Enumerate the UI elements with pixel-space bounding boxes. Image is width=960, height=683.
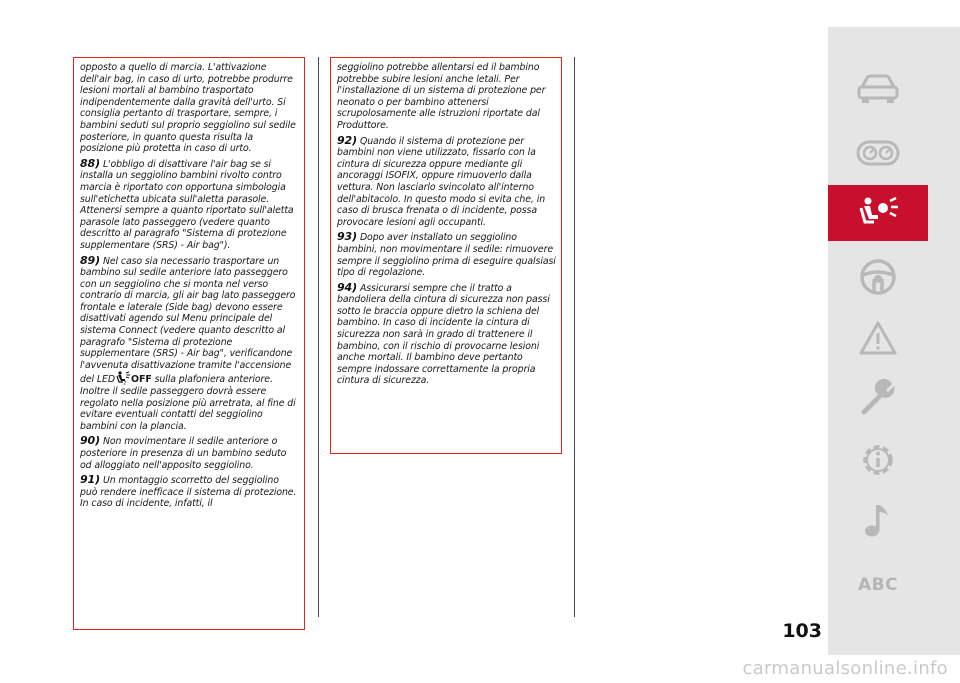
watermark: carmanualsonline.info [742,658,948,679]
chapter-sidebar [828,27,960,655]
sidebar-item-maintenance[interactable] [828,370,928,426]
svg-text:2: 2 [123,382,127,386]
warning-93 [337,231,556,278]
sidebar-item-emergency[interactable] [828,310,928,366]
car-icon [856,73,900,105]
warning-text: sulla plafoniera anteriore. Inoltre il sedile passeggero dovrà essere regolato nella posizione più arretrata, al fine di evitare eventuali contatti del seggiolino bambini con la plancia. [80,374,296,432]
warning-text-continued: opposto a quello di marcia. L'attivazione dell'air bag, in caso di urto, potrebbe produrre lesioni mortali al bambino trasportato indipendentemente dalla gravità dell'urto. Si consiglia pertanto di trasportare, sempre, i bambini seduti sul proprio seggiolino sul sedile posteriore, in quanto questa risulta la posizione più protetta in caso di urto. [80,62,296,155]
sidebar-item-technical-data[interactable] [828,432,928,488]
warning-text: Assicurarsi sempre che il tratto a bandoliera della cintura di sicurezza non passi sotto le braccia oppure dietro la schiena del bambino. In caso di incidente la cintura di sicurezza non sarà in grado di trattenere il bambino, con il rischio di provocarne lesioni anche mortali. Il bambino deve pertanto sempre indossare correttamente la propria cintura di sicurezza. [337,282,550,387]
warning-number: 94) [337,280,358,294]
warning-94 [337,282,556,387]
abc-index-icon: ABC [857,575,899,595]
warning-number: 92) [337,133,358,147]
technical-info-gear-icon [858,440,898,480]
sidebar-item-instruments[interactable] [828,125,928,181]
warning-box-right [330,57,562,454]
music-note-icon [860,500,896,540]
warning-text: Non movimentare il sedile anteriore o posteriore in presenza di un bambino seduto od alloggiato nell'apposito seggiolino. [80,436,287,471]
sidebar-item-multimedia[interactable] [828,492,928,548]
sidebar-item-vehicle[interactable] [828,61,928,117]
warning-number: 91) [80,473,101,487]
warning-text: Nel caso sia necessario trasportare un bambino sul sedile anteriore lato passeggero con un seggiolino che si monta nel verso contrario di marcia, gli air bag lato passeggero frontale e laterale (Side bag) devono essere disattivati agendo sul Menu principale del sistema Connect (vedere quanto descritto al paragrafo "Sistema di protezione supplementare (SRS) - Air bag", verificandone l'avvenuta disattivazione tramite l'accensione del LED [80,255,296,386]
airbag-safety-icon [856,195,900,231]
sidebar-item-safety[interactable] [828,185,928,241]
warning-text: Quando il sistema di protezione per bambini non viene utilizzato, fissarlo con la cintura di sicurezza oppure mediante gli ancoraggi ISOFIX, oppure rimuoverlo dalla vettura. Non lasciarlo svincolato all'interno dell'abitacolo. In questo modo si evita che, in caso di brusca frenata o di incidente, possa provocare lesioni agli occupanti. [337,135,546,228]
wrench-icon [858,378,898,418]
column-divider [318,57,319,617]
warning-number: 93) [337,230,358,244]
warning-89 [80,255,299,433]
warning-92 [337,135,556,229]
warning-text-continued: seggiolino potrebbe allentarsi ed il bambino potrebbe subire lesioni anche letali. Per l'installazione di un sistema di protezione per neonato o per bambino attenersi scrupolosamente alle istruzioni riportate dal Produttore. [337,62,546,131]
sidebar-item-index[interactable] [828,557,928,613]
warning-number: 90) [80,434,101,448]
warning-number: 89) [80,253,101,267]
warning-box-left [73,57,305,630]
page-number: 103 [782,620,822,642]
steering-wheel-icon [858,257,898,297]
passenger-airbag-led-icon [115,371,131,385]
warning-88 [80,158,299,252]
warning-90 [80,435,299,471]
dashboard-gauges-icon [856,139,900,167]
warning-text: L'obbligo di disattivare l'air bag se si installa un seggiolino bambini rivolto contro marcia è riportato con opportuna simbologia sull'etichetta ubicata sull'aletta parasole. Attenersi sempre a quanto riportato sull'aletta parasole lato passeggero (vedere quanto descritto al paragrafo "Sistema di protezione supplementare (SRS) - Air bag"). [80,158,294,251]
led-off-label: OFF [130,374,152,386]
warning-91 [80,474,299,510]
warning-text: Dopo aver installato un seggiolino bambini, non movimentare il sedile: rimuovere sempre il seggiolino prima di eseguire qualsiasi tipo di regolazione. [337,232,556,279]
warning-number: 88) [80,156,101,170]
warning-text: Un montaggio scorretto del seggiolino può rendere inefficace il sistema di protezione. In caso di incidente, infatti, il [80,475,297,510]
column-divider [574,57,575,617]
warning-triangle-icon [858,320,898,356]
sidebar-item-starting-driving[interactable] [828,249,928,305]
